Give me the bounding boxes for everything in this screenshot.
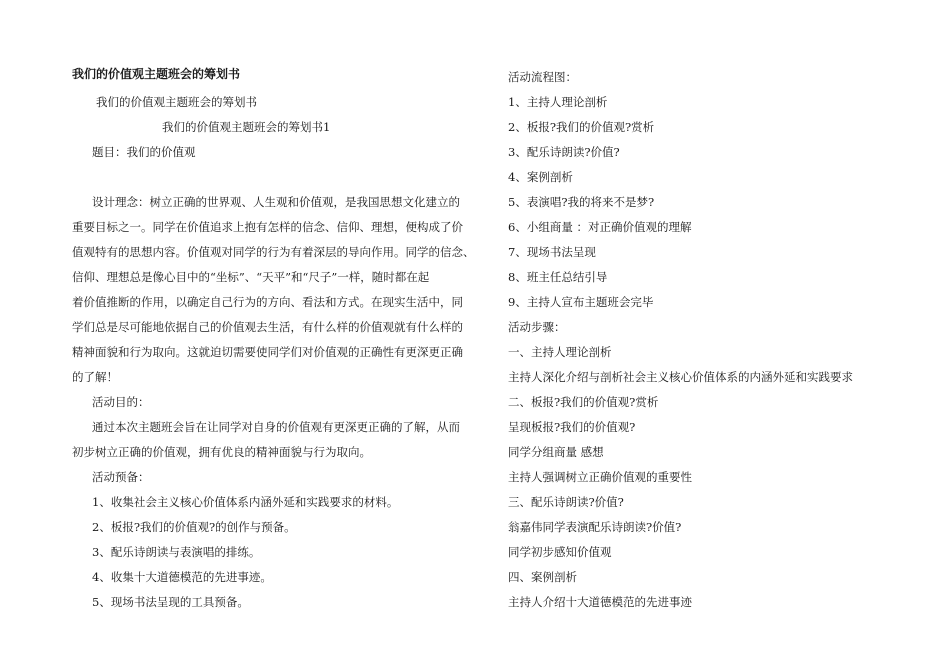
flow-item: 2、板报?我们的价值观?赏析: [508, 120, 655, 134]
flow-heading: 活动流程图：: [508, 70, 577, 84]
concept-line: 重要目标之一。同学在价值追求上抱有怎样的信念、信仰、理想，便构成了价: [72, 220, 463, 234]
step-line: 主持人深化介绍与剖析社会主义核心价值体系的内涵外延和实践要求: [508, 370, 853, 384]
steps-heading: 活动步骤：: [508, 320, 566, 334]
step-line: 一、主持人理论剖析: [508, 345, 612, 359]
flow-item: 7、现场书法呈现: [508, 245, 596, 259]
concept-line: 设计理念：树立正确的世界观、人生观和价值观，是我国思想文化建立的: [92, 195, 460, 209]
centered-heading: 我们的价值观主题班会的筹划书1: [162, 120, 331, 134]
purpose-line: 初步树立正确的价值观，拥有优良的精神面貌与行为取向。: [72, 445, 371, 459]
step-line: 三、配乐诗朗读?价值?: [508, 495, 624, 509]
concept-line: 信仰、理想总是像心目中的“坐标”、“天平”和“尺子”一样，随时都在起: [72, 270, 430, 284]
step-line: 主持人介绍十大道德模范的先进事迹: [508, 595, 692, 609]
prep-item: 5、现场书法呈现的工具预备。: [92, 595, 249, 609]
document-title: 我们的价值观主题班会的筹划书: [72, 67, 241, 81]
concept-line: 值观特有的思想内容。价值观对同学的行为有着深层的导向作用。同学的信念、: [72, 245, 475, 259]
flow-item: 8、班主任总结引导: [508, 270, 608, 284]
step-line: 翁嘉伟同学表演配乐诗朗读?价值?: [508, 520, 682, 534]
flow-item: 1、主持人理论剖析: [508, 95, 608, 109]
prep-item: 1、收集社会主义核心价值体系内涵外延和实践要求的材料。: [92, 495, 399, 509]
prep-item: 2、板报?我们的价值观?的创作与预备。: [92, 520, 296, 534]
prep-item: 3、配乐诗朗读与表演唱的排练。: [92, 545, 261, 559]
flow-item: 5、表演唱?我的将来不是梦?: [508, 195, 655, 209]
concept-line: 学们总是尽可能地依据自己的价值观去生活，有什么样的价值观就有什么样的: [72, 320, 463, 334]
step-line: 同学初步感知价值观: [508, 545, 612, 559]
purpose-line: 通过本次主题班会旨在让同学对自身的价值观有更深更正确的了解，从而: [92, 420, 460, 434]
prep-item: 4、收集十大道德模范的先进事迹。: [92, 570, 272, 584]
step-line: 同学分组商量 感想: [508, 445, 604, 459]
flow-item: 6、小组商量 ：对正确价值观的理解: [508, 220, 692, 234]
step-line: 主持人强调树立正确价值观的重要性: [508, 470, 692, 484]
flow-item: 9、主持人宣布主题班会完毕: [508, 295, 654, 309]
concept-line: 的了解！: [72, 370, 118, 384]
step-line: 四、案例剖析: [508, 570, 577, 584]
document-subtitle: 我们的价值观主题班会的筹划书: [96, 95, 257, 109]
flow-item: 3、配乐诗朗读?价值?: [508, 145, 620, 159]
purpose-heading: 活动目的：: [92, 395, 150, 409]
prep-heading: 活动预备：: [92, 470, 150, 484]
topic-line: 题目：我们的价值观: [92, 145, 196, 159]
concept-line: 着价值推断的作用，以确定自己行为的方向、看法和方式。在现实生活中，同: [72, 295, 463, 309]
step-line: 二、板报?我们的价值观?赏析: [508, 395, 659, 409]
flow-item: 4、案例剖析: [508, 170, 573, 184]
step-line: 呈现板报?我们的价值观?: [508, 420, 636, 434]
concept-line: 精神面貌和行为取向。这就迫切需要使同学们对价值观的正确性有更深更正确: [72, 345, 463, 359]
